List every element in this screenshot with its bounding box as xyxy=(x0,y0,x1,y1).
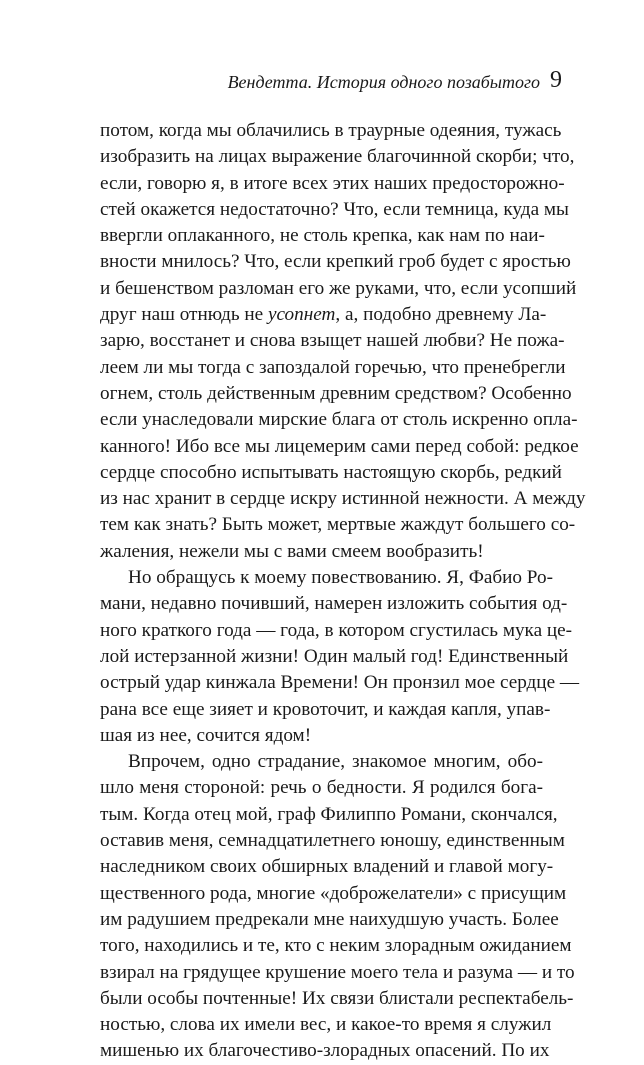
italic-word: усопнет xyxy=(267,304,336,326)
text-line: вности мнилось? Что, если крепкий гроб будет с яростью xyxy=(100,251,571,273)
text-line: тым. Когда отец мой, граф Филиппо Романи, скончался, xyxy=(100,803,558,825)
text-line xyxy=(100,302,547,328)
running-title: Вендетта. История одного позабытого xyxy=(227,72,540,92)
text-line: острый удар кинжала Времени! Он пронзил мое сердце — xyxy=(100,672,580,694)
text-line: потом, когда мы облачились в траурные одеяния, тужась xyxy=(100,120,562,141)
text-line: зарю, восстанет и снова взыщет нашей любви? Не пожа- xyxy=(100,330,565,352)
text-line: лой истерзанной жизни! Один малый год! Единственный xyxy=(100,645,569,667)
text-line: леем ли мы тогда с запоздалой горечью, что пренебрегли xyxy=(100,356,566,378)
text-line: канного! Ибо все мы лицемерим сами перед собой: редкое xyxy=(100,435,579,457)
text-line: Впрочем, одно страдание, знакомое многим, обо- xyxy=(128,751,543,773)
text-line: если унаследовали мирские блага от столь искренно опла- xyxy=(100,409,578,431)
text-line: изобразить на лицах выражение благочинной скорби; что, xyxy=(100,146,575,168)
page-number: 9 xyxy=(550,67,562,93)
text-line: наследником своих обширных владений и главой могу- xyxy=(100,856,554,878)
text-line: мишенью их благочестиво-злорадных опасений. По их xyxy=(100,1040,550,1062)
text-line: мани, недавно почивший, намерен изложить события од- xyxy=(100,593,568,615)
text-line: огнем, столь действенным древним средством? Особенно xyxy=(100,382,572,404)
text-line: ввергли оплаканного, не столь крепка, как нам по наи- xyxy=(100,225,545,247)
text-line: оставив меня, семнадцатилетнего юношу, единственным xyxy=(100,830,565,852)
text-line: ного краткого года — года, в котором сгустилась мука це- xyxy=(100,619,573,641)
text-line: из нас хранит в сердце искру истинной нежности. А между xyxy=(100,488,586,510)
text-line: стей окажется недостаточно? Что, если темница, куда мы xyxy=(100,198,569,220)
body-text xyxy=(100,118,586,1065)
text-line: сердце способно испытывать настоящую скорбь, редкий xyxy=(100,461,562,483)
text-line: жаления, нежели мы с вами смеем вообразить! xyxy=(100,540,484,562)
text-line: ностью, слова их имели вес, и какое-то время я служил xyxy=(100,1014,552,1036)
text-line: взирал на грядущее крушение моего тела и разума — и то xyxy=(100,961,575,983)
text-line: тем как знать? Быть может, мертвые жаждут большего со- xyxy=(100,514,576,536)
text-line: были особы почтенные! Их связи блистали респектабель- xyxy=(100,987,574,1009)
text-fragment: друг наш отнюдь не xyxy=(100,304,268,326)
text-line: и бешенством разломан его же руками, что, если усопший xyxy=(100,277,577,299)
text-line: им радушием предрекали мне наихудшую участь. Более xyxy=(100,908,559,930)
text-line: шая из нее, сочится ядом! xyxy=(100,724,312,746)
text-line: того, находились и те, кто с неким злорадным ожиданием xyxy=(100,935,572,957)
text-line: если, говорю я, в итоге всех этих наших предосторожно- xyxy=(100,172,565,194)
text-fragment: , а, подобно древнему Ла- xyxy=(335,304,547,326)
text-line: Но обращусь к моему повествованию. Я, Фабио Ро- xyxy=(128,567,553,589)
text-line: шло меня стороной: речь о бедности. Я родился бога- xyxy=(100,777,543,799)
text-line: рана все еще зияет и кровоточит, и каждая капля, упав- xyxy=(100,698,551,720)
text-line: щественного рода, многие «доброжелатели» с присущим xyxy=(100,882,567,904)
